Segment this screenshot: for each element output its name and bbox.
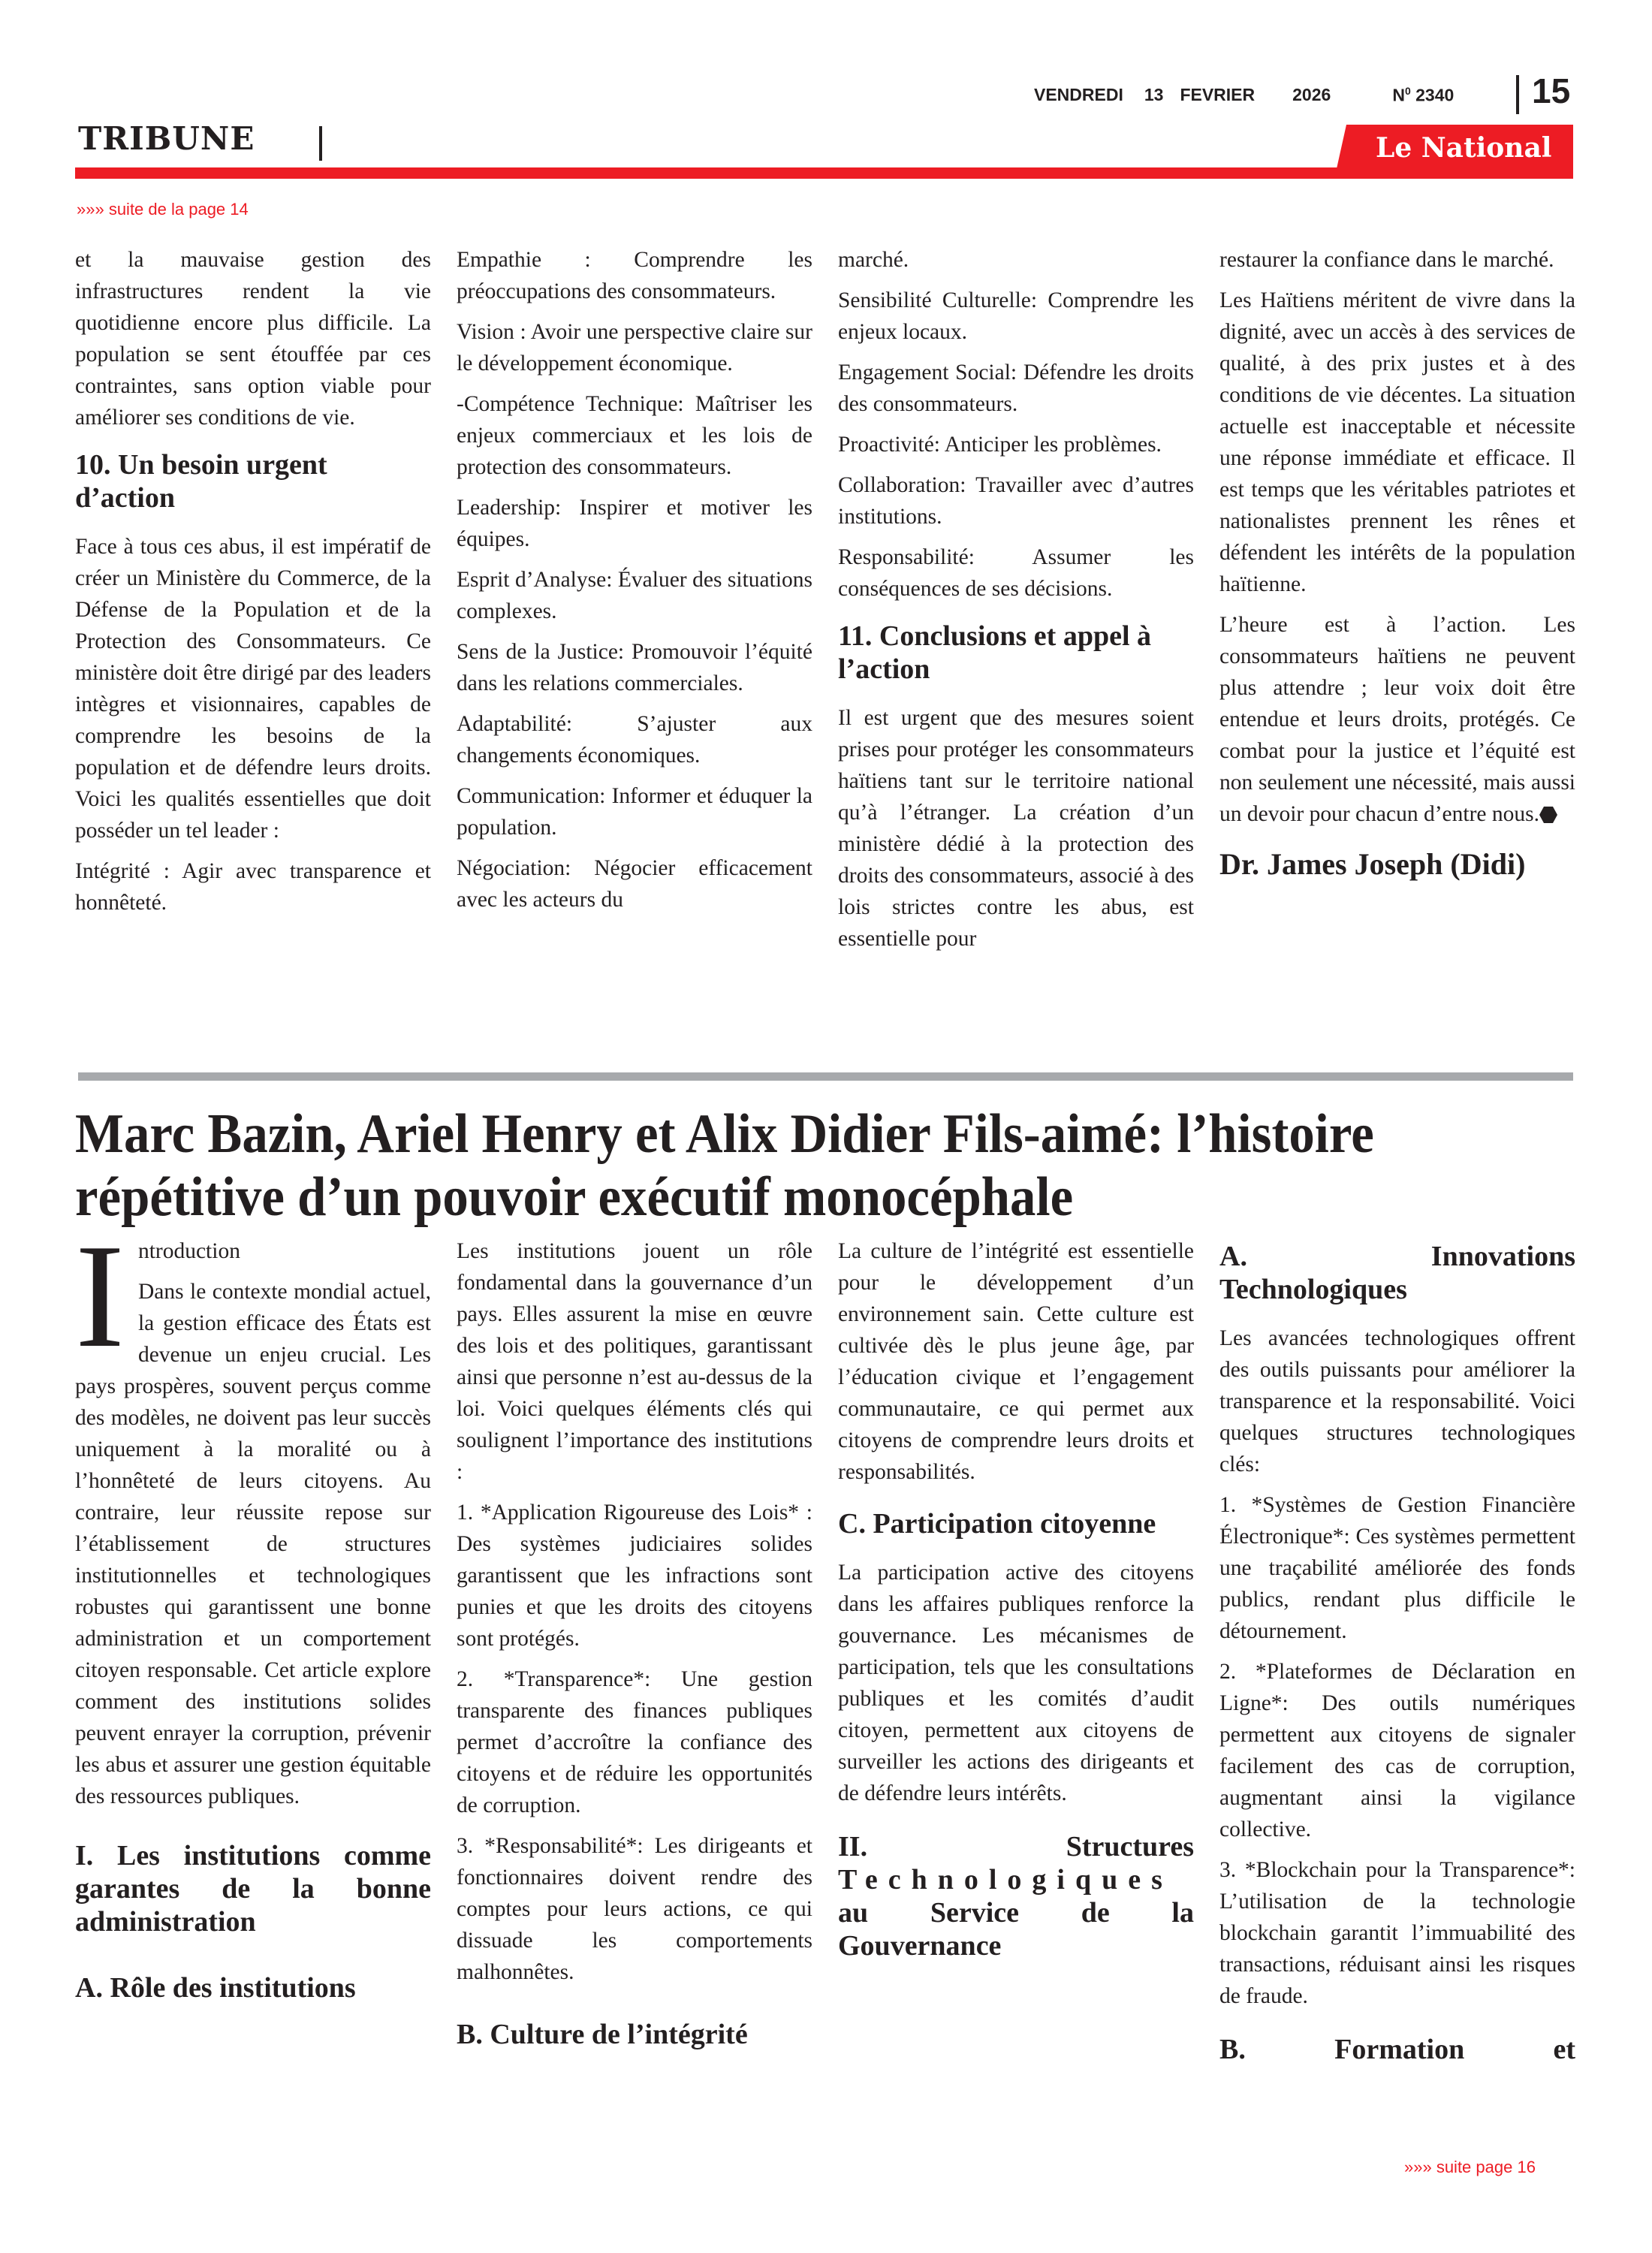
list-item: 3. *Blockchain pour la Transparence*: L’utilisation de la technologie blockchain garantit l’immuabilité des transactions, réduisant ainsi les risques de fraude. [1219,1858,1575,2008]
list-item: Proactivité: Anticiper les problèmes. [838,433,1162,457]
continued-from-link[interactable]: »»» suite de la page 14 [77,200,249,219]
list-item: Esprit d’Analyse: Évaluer des situations complexes. [457,568,812,623]
list-item: Communication: Informer et éduquer la population. [457,784,812,840]
paragraph: et la mauvaise gestion des infrastructures rendent la vie quotidienne encore plus difficile. La population se sent étouffée par ces contraintes, sans option viable pour améliorer ses conditions de vie. [75,248,431,430]
column-2 [457,244,812,924]
issue-number [1392,85,1454,106]
article-divider [78,1072,1573,1081]
article-headline [75,1102,1472,1229]
paragraph: La culture de l’intégrité est essentielle pour le développement d’un environnement sain. Cette culture est cultivée dès le plus jeune âge, par l’éducation civique et l’engagement communautaire, ce qui permet aux citoyens de comprendre leurs droits et responsabilités. [838,1239,1194,1484]
article-executive-power [0,1214,1652,2212]
issue-prefix: N [1392,85,1405,105]
section-heading: I. Les institutions comme garantes de la bonne administration [75,1840,431,1938]
column-2 [457,1235,812,2068]
subheading: 11. Conclusions et appel à l’action [838,620,1152,685]
list-item: 1. *Systèmes de Gestion Financière Électronique*: Ces systèmes permettent une traçabilité améliorée des fonds publics, rendant plus difficile le détournement. [1219,1493,1575,1643]
paragraph: Les avancées technologiques offrent des outils puissants pour améliorer la transparence et la responsabilité. Voici quelques structures technologiques clés: [1219,1326,1575,1476]
section-divider [319,126,322,161]
column-1 [75,1214,431,2021]
heading-line: Gouvernance [838,1930,1002,1962]
list-item: Empathie : Comprendre les préoccupations des consommateurs. [457,248,812,303]
paragraph: La participation active des citoyens dans les affaires publiques renforce la gouvernance. Les mécanismes de participation, tels que les consultations publiques et les comités d’audit citoyen, permettent aux citoyens de surveiller les actions des dirigeants et de défendre leurs intérêts. [838,1561,1194,1805]
list-item: Responsabilité: Assumer les conséquences de ses décisions. [838,545,1194,601]
subsection-heading: C. Participation citoyenne [838,1508,1156,1540]
section-heading [838,1830,1194,1962]
headline-line-2: répétitive d’un pouvoir exécutif monocéphale [75,1166,1074,1228]
paragraph: restaurer la confiance dans le marché. [1219,248,1554,272]
intro-block [75,1214,431,1812]
headline-line-1: Marc Bazin, Ariel Henry et Alix Didier Fils-aimé: l’histoire [75,1103,1374,1165]
heading-line: Technologiques [838,1864,1173,1896]
subsection-heading: B. Culture de l’intégrité [457,2019,748,2050]
subheading: 10. Un besoin urgent d’action [75,449,327,514]
author-byline: Dr. James Joseph (Didi) [1219,847,1526,881]
list-item: Collaboration: Travailler avec d’autres institutions. [838,473,1194,529]
column-3 [838,244,1194,964]
paragraph: Dans le contexte mondial actuel, la gestion efficace des États est devenue un enjeu crucial. Les pays prospères, souvent perçus comme des modèles, ne doivent pas leur succès uniquement à la moralité ou à l’honnêteté de leurs citoyens. Au contraire, leur réussite repose sur l’établissement de structures institutionnelles et technologiques robustes qui garantissent une bonne administration et un comportement citoyen responsable. Cet article explore comment des institutions solides peuvent enrayer la corruption, prévenir les abus et assurer une gestion équitable des ressources publiques. [75,1280,431,1808]
list-item: 3. *Responsabilité*: Les dirigeants et fonctionnaires doivent rendre des comptes pour leurs actions, ce qui dissuade les comportements malhonnêtes. [457,1834,812,1984]
list-item: 1. *Application Rigoureuse des Lois* : Des systèmes judiciaires solides garantissent que les infractions sont punies et que les droits des citoyens sont protégés. [457,1500,812,1651]
list-item: 2. *Plateformes de Déclaration en Ligne*: Des outils numériques permettent aux citoyens de signaler facilement des cas de corruption, augmentant ainsi la vigilance collective. [1219,1660,1575,1841]
issue-year: 2026 [1292,85,1331,104]
issue-meta [1034,85,1454,106]
intro-label: ntroduction [137,1239,240,1263]
page-number: 15 [1532,71,1571,110]
page-number-divider [1516,75,1519,114]
list-item: Engagement Social: Défendre les droits des consommateurs. [838,360,1194,416]
subsection-heading: A. Innovations Technologiques [1219,1241,1575,1305]
paragraph: Les Haïtiens méritent de vivre dans la dignité, avec un accès à des services de qualité, à des prix justes et à des conditions de vie décentes. La situation actuelle est inacceptable et nécessite une réponse immédiate et efficace. Il est temps que les véritables patriotes et nationalistes prennent les rênes et défendent les intérêts de la population haïtienne. [1219,288,1575,596]
subsection-heading: A. Rôle des institutions [75,1972,356,2004]
list-item: 2. *Transparence*: Une gestion transparente des finances publiques permet d’accroître la confiance des citoyens et de réduire les opportunités de corruption. [457,1667,812,1817]
column-4 [1219,1235,1575,2083]
list-item: -Compétence Technique: Maîtriser les enjeux commerciaux et les lois de protection des consommateurs. [457,392,812,479]
drop-cap: I [75,1214,125,1378]
continued-on-link[interactable]: »»» suite page 16 [1404,2158,1536,2176]
issue-date: 13 [1144,85,1164,104]
paragraph: Il est urgent que des mesures soient prises pour protéger les consommateurs haïtiens tant sur le territoire national qu’à l’étranger. La création d’un ministère dédié à la protection des droits des consommateurs, associé à des lois strictes contre les abus, est essentielle pour [838,706,1194,951]
list-item: Adaptabilité: S’ajuster aux changements économiques. [457,712,812,768]
paragraph: Face à tous ces abus, il est impératif de créer un Ministère du Commerce, de la Défense de la Population et de la Protection des Consommateurs. Ce ministère doit être dirigé par des leaders intègres et visionnaires, capables de comprendre les besoins de la population et de défendre leurs droits. Voici les qualités essentielles que doit posséder un tel leader : [75,535,431,843]
list-item: Sensibilité Culturelle: Comprendre les enjeux locaux. [838,288,1194,344]
brand-logo: Le National [1376,132,1552,164]
column-3 [838,1235,1194,1979]
article-consumer-protection [0,244,1652,1055]
column-4 [1219,244,1575,882]
heading-line: II. Structures [838,1831,1194,1862]
issue-day: VENDREDI [1034,85,1123,104]
masthead [0,0,1652,219]
paragraph: Les institutions jouent un rôle fondamental dans la gouvernance d’un pays. Elles assurent la mise en œuvre des lois et des politiques, garantissant ainsi que personne n’est au-dessus de la loi. Voici quelques éléments clés qui soulignent l’importance des institutions : [457,1239,812,1484]
issue-number-value: 2340 [1415,85,1455,105]
heading-line: au Service de la [838,1897,1194,1929]
paragraph [1219,609,1575,830]
list-item: Leadership: Inspirer et motiver les équipes. [457,496,812,551]
section-name: TRIBUNE [78,120,255,157]
paragraph: Intégrité : Agir avec transparence et honnêteté. [75,859,431,915]
issue-month: FEVRIER [1180,85,1256,104]
paragraph-text: L’heure est à l’action. Les consommateurs haïtiens ne peuvent plus attendre ; leur voix doit être entendue et leurs droits, protégés. Ce combat pour la justice et l’équité est non seulement une nécessité, mais aussi un devoir pour chacun d’entre nous. [1219,613,1575,826]
list-item: Sens de la Justice: Promouvoir l’équité dans les relations commerciales. [457,640,812,695]
end-of-article-icon [1539,807,1557,823]
subsection-heading: B. Formation et [1219,2034,1575,2065]
list-item: Vision : Avoir une perspective claire sur le développement économique. [457,320,812,376]
list-item: marché. [838,248,909,272]
list-item: Négociation: Négocier efficacement avec les acteurs du [457,856,812,912]
issue-prefix-sup: 0 [1404,85,1411,97]
column-1 [75,244,431,927]
